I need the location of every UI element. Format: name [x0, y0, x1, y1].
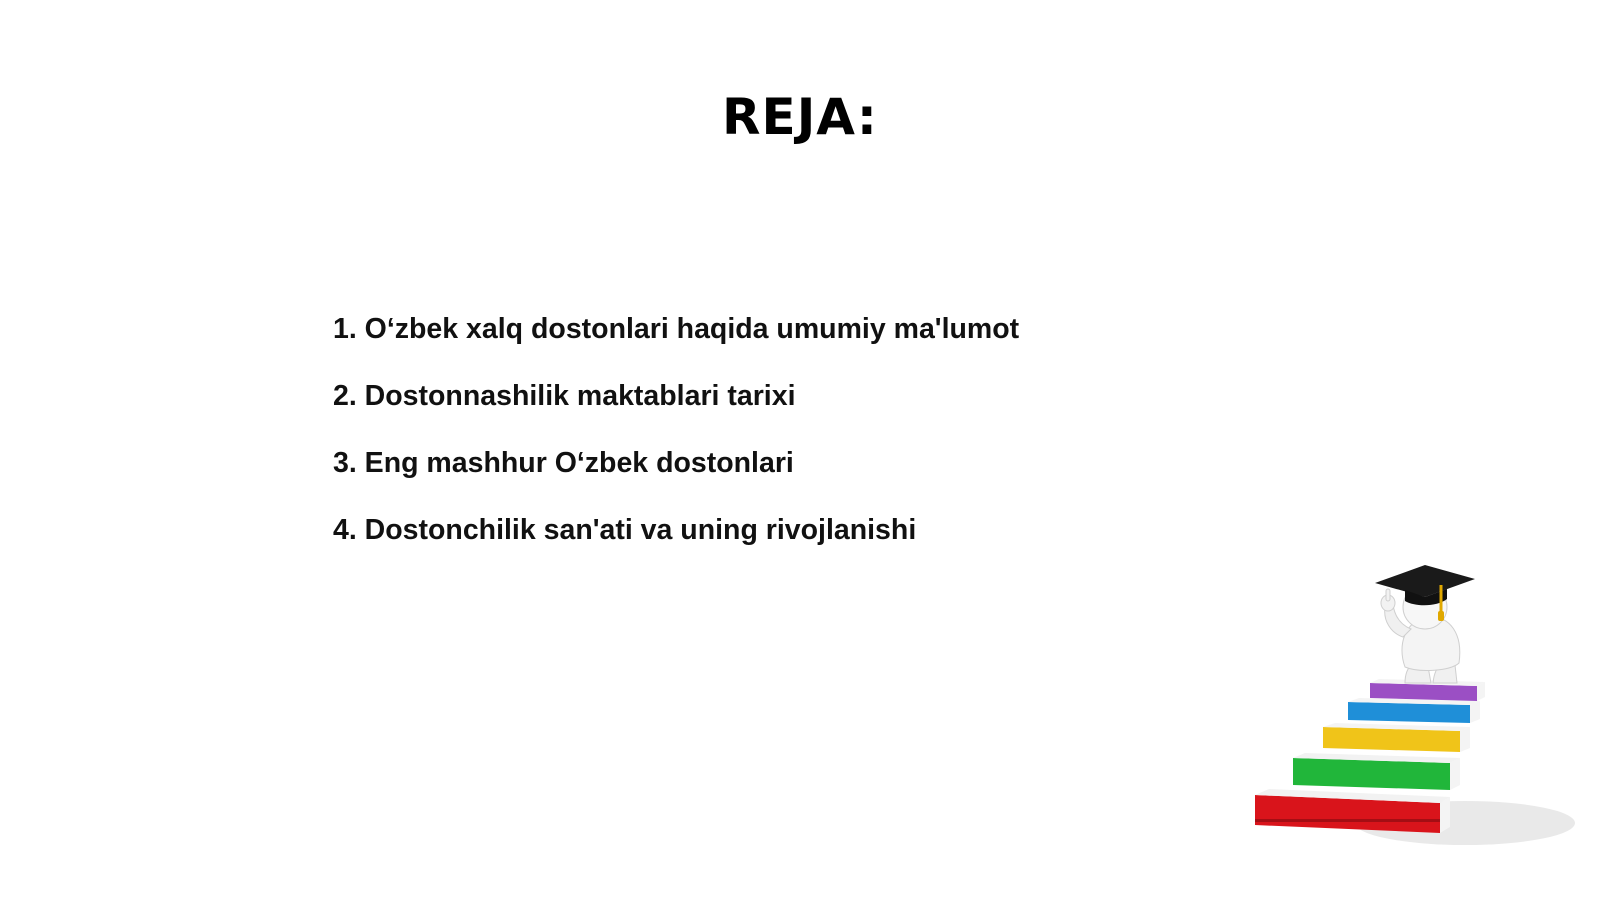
green-book [1293, 753, 1460, 790]
list-item: 4. Dostonchilik san'ati va uning rivojlanishi [333, 514, 917, 546]
plan-list [333, 312, 1019, 580]
list-item: 1. O‘zbek xalq dostonlari haqida umumiy ma'lumot [333, 313, 1020, 345]
graduate-on-books-icon [1255, 565, 1575, 870]
graduate-figure [1375, 565, 1475, 683]
yellow-book [1323, 723, 1470, 752]
red-book [1255, 789, 1450, 833]
list-item: 2. Dostonnashilik maktablari tarixi [333, 380, 796, 412]
blue-book [1348, 698, 1480, 723]
list-item: 3. Eng mashhur O‘zbek dostonlari [333, 447, 794, 479]
slide-title: REJA: [722, 88, 878, 146]
